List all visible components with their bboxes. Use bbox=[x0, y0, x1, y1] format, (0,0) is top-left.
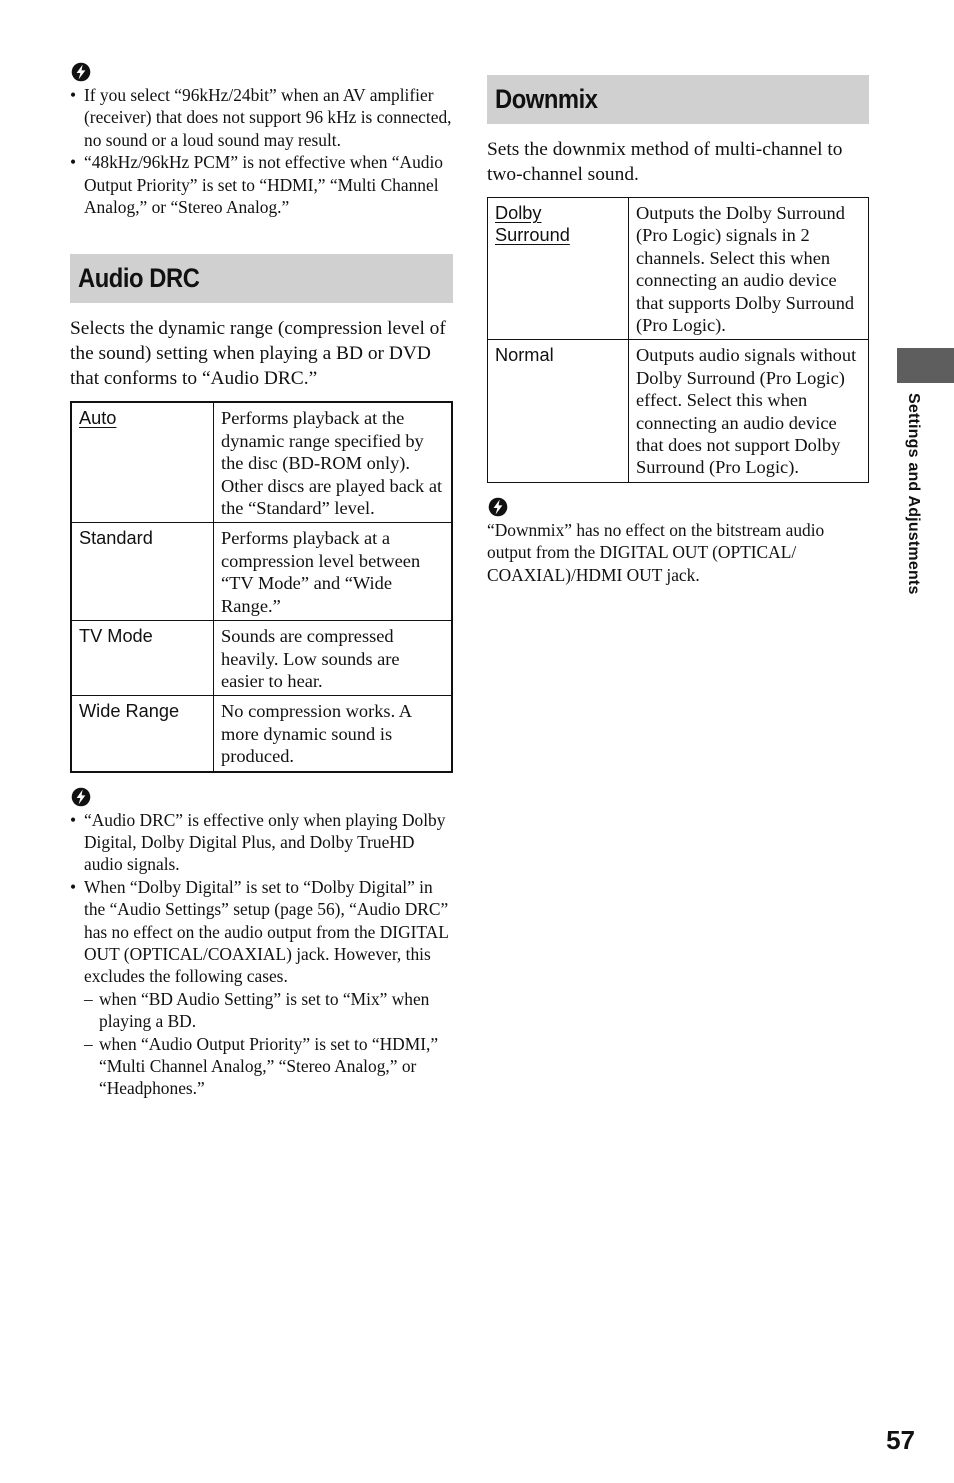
audio-drc-options-table bbox=[70, 401, 453, 772]
table-row bbox=[71, 523, 452, 621]
option-term: TV Mode bbox=[71, 621, 214, 696]
note-lightning-icon bbox=[71, 62, 91, 82]
option-term: Auto bbox=[71, 402, 214, 523]
audio-drc-title: Audio DRC bbox=[70, 254, 453, 303]
note-item: • If you select “96kHz/24bit” when an AV amplifier (receiver) that does not support 96 kHz is connected, no sound or a loud sound may result. bbox=[70, 84, 453, 151]
left-column bbox=[70, 62, 453, 1100]
downmix-note: “Downmix” has no effect on the bitstream audio output from the DIGITAL OUT (OPTICAL/ COAXIAL)/HDMI OUT jack. bbox=[487, 519, 825, 585]
downmix-intro: Sets the downmix method of multi-channel to two-channel sound. bbox=[487, 139, 843, 185]
option-desc: Performs playback at a compression level between “TV Mode” and “Wide Range.” bbox=[214, 523, 453, 621]
sub-notes bbox=[84, 988, 453, 1100]
note-lightning-icon bbox=[71, 787, 91, 807]
note-text: When “Dolby Digital” is set to “Dolby Digital” in the “Audio Settings” setup (page 56), “Audio DRC” has no effect on the audio output from the DIGITAL OUT (OPTICAL/COAXIAL) jack. However, this excludes the following cases. bbox=[84, 876, 449, 987]
top-notes bbox=[70, 84, 453, 218]
option-term: Wide Range bbox=[71, 696, 214, 772]
table-row bbox=[488, 198, 869, 340]
right-column bbox=[487, 75, 869, 586]
option-term: Normal bbox=[488, 340, 629, 482]
option-desc: Outputs audio signals without Dolby Surround (Pro Logic) effect. Select this when connecting an audio device that does not support Dolby Surround (Pro Logic). bbox=[629, 340, 869, 482]
option-desc: Sounds are compressed heavily. Low sounds are easier to hear. bbox=[214, 621, 453, 696]
side-section-label: Settings and Adjustments bbox=[905, 393, 922, 595]
audio-drc-intro: Selects the dynamic range (compression level of the sound) setting when playing a BD or DVD that conforms to “Audio DRC.” bbox=[70, 318, 446, 390]
page-number: 57 bbox=[886, 1425, 915, 1455]
downmix-options-table bbox=[487, 197, 869, 483]
section-tab-marker bbox=[897, 348, 954, 383]
table-row bbox=[71, 621, 452, 696]
audio-drc-notes bbox=[70, 809, 453, 1100]
table-row bbox=[488, 340, 869, 482]
option-term: Dolby Surround bbox=[488, 198, 629, 340]
option-desc: Outputs the Dolby Surround (Pro Logic) signals in 2 channels. Select this when connecting an audio device that supports Dolby Surround (Pro Logic). bbox=[629, 198, 869, 340]
table-row bbox=[71, 402, 452, 523]
option-desc: Performs playback at the dynamic range specified by the disc (BD-ROM only). Other discs are played back at the “Standard” level. bbox=[214, 402, 453, 523]
downmix-title: Downmix bbox=[487, 75, 869, 124]
sub-note-item: – when “Audio Output Priority” is set to “HDMI,” “Multi Channel Analog,” “Stereo Analog,” or “Headphones.” bbox=[84, 1033, 453, 1100]
note-lightning-icon bbox=[488, 497, 508, 517]
sub-note-item: – when “BD Audio Setting” is set to “Mix” when playing a BD. bbox=[84, 988, 453, 1033]
option-desc: No compression works. A more dynamic sound is produced. bbox=[214, 696, 453, 772]
option-term: Standard bbox=[71, 523, 214, 621]
note-item bbox=[70, 876, 453, 1100]
note-item: • “48kHz/96kHz PCM” is not effective when “Audio Output Priority” is set to “HDMI,” “Multi Channel Analog,” or “Stereo Analog.” bbox=[70, 151, 453, 218]
table-row bbox=[71, 696, 452, 772]
note-item: • “Audio DRC” is effective only when playing Dolby Digital, Dolby Digital Plus, and Dolby TrueHD audio signals. bbox=[70, 809, 453, 876]
